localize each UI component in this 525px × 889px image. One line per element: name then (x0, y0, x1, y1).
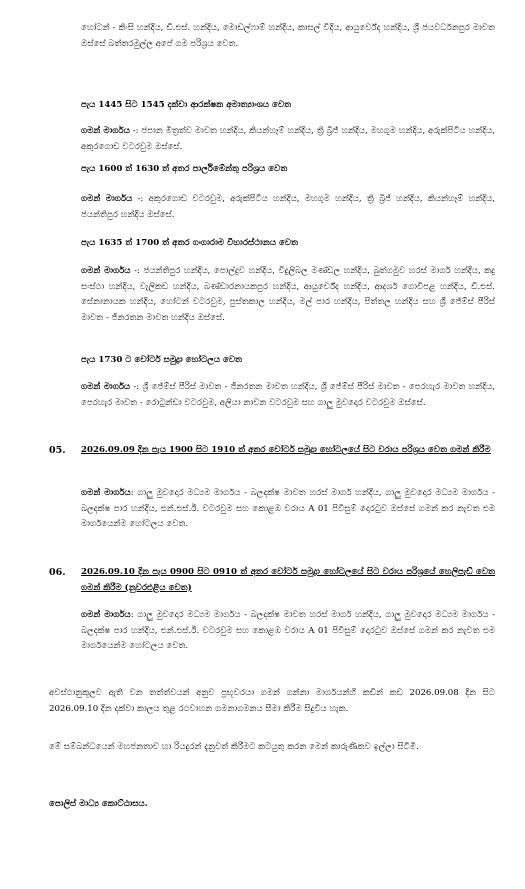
section-heading-2: පැය 1600 ත් 1630 ත් අතර පාර්ලිමේන්තු පරිශ්‍රය වෙත (81, 164, 288, 174)
route-label: ගමන් මාර්ගය (81, 382, 131, 392)
closing-paragraph-2: මේ සම්බන්ධයෙන් මහජනතාව හා රියදුරන් දැනුවත් කිරීමට කටයුතු කරන මෙන් කාරුණිකව ඉල්ලා සිටිමි. (49, 742, 419, 752)
item-number-05: 05. (49, 445, 66, 456)
item-route-06 (81, 608, 495, 655)
route-text: -: ශ්‍රී ජේම්ස් පීරිස් මාවත - ජිනරතන මාවත හන්දිය, ශ්‍රී ජේම්ස් පීරිස් මාවත - පෙරහැර මාවත හන්දිය, පෙරහැර මාවත - රොටුන්ඩා වටරවුම, අලියා නාවන වටරවුම සහ ගාලු මුවදොර වටරවුම ඔස්සේ. (81, 382, 495, 408)
item-heading-05: 2026.09.09 දින පැය 1900 සිට 1910 ත් අතර වෝටර් සමුද්‍රා හෝටලයේ සිට වරාය පරිශ්‍රය වෙත ගමන් කිරීම (81, 445, 491, 455)
item-number-06: 06. (49, 567, 66, 578)
signature: පොලිස් මාධ්‍ය කොට්ඨාසය. (49, 799, 148, 809)
route-label: ගමන් මාර්ගය (81, 266, 131, 276)
route-label: ගමන් මාර්ගය (81, 126, 130, 136)
section-heading-1: පැය 1445 සිට 1545 දක්වා ආරක්ෂක අමාත්‍යාංශය වෙත (81, 100, 292, 110)
route-paragraph-3 (81, 264, 495, 326)
route-paragraph-1 (81, 124, 495, 155)
route-label: ගමන් මාර්ගය (81, 488, 131, 498)
route-label: ගමන් මාර්ගය (81, 194, 133, 204)
item-route-05 (81, 486, 495, 533)
route-text: : ගාලු මුවදොර මධ්‍යම මාර්ගය - බලදක්ෂ මාවත හරස් මාර්ග හන්දිය, ගාලු මුවදොර මධ්‍යම මාර්ගය - බලදක්ෂ පාර හන්දිය, එන්.එස්.ඊ. වටරවුම සහ කොළඹ වරාය A 01 පිවිසුම් දොරටුව ඔස්සේ ගමන් කර නැවත එම මාර්ගයෙන්ම හෝටලය වෙත. (81, 488, 495, 529)
route-text: -: අකුරගොඩ වටරවුම, අරුක්පිටිය හන්දිය, මහගුම හන්දිය, ත්‍රි බ්‍රිජ් හන්දිය, කියන්හෑම් හන්දිය, ජයන්තිපුර හන්දිය ඔස්සේ. (81, 194, 495, 220)
section-heading-3: පැය 1635 ත් 1700 ත් අතර ගංගාරාම විහාරස්ථානය වෙත (81, 238, 299, 248)
route-paragraph-2 (81, 192, 495, 223)
route-paragraph-4 (81, 380, 495, 411)
item-heading-06: 2026.09.10 දින පැය 0900 සිට 0910 ත් අතර වෝටර් සමුද්‍රා හෝටලයේ සිට වරාය පරිශ්‍රයේ හෙලිපැඩ් වෙත ගමන් කිරීම (නුවරඑළිය වෙත) (81, 567, 495, 593)
route-text: -: ජයන්තිපුර හන්දිය, පොල්දුව හන්දිය, විදුලිබල මණ්ඩල හන්දිය, බුත්ගමුව හරස් මාර්ග හන්දිය, කදු සංස්ථා හන්දිය, වැලිකඩ හන්දිය, බණ්ඩාරනායකපුර හන්දිය, ආයුර්වේද හන්දිය, ආදර්ශ ගොවිපළ හන්දිය, ඩී.එස්. සේනානායක හන්දිය, හෝටන් වටරවුම, පුස්තකාල හන්දිය, මල් පාර හන්දිය, පිත්තල හන්දිය සහ ශ්‍රී ජේම්ස් පීරිස් මාවත - ජිනරතන මාවත හන්දිය ඔස්සේ. (81, 266, 495, 323)
closing-paragraph-1: අවස්ථානුකූලව ඇති වන තත්ත්වයන් අනුව ප්‍රභූවරයා ගමන් ගන්නා මාර්ගයන්හි කඩින් කඩ 2026.09.08 දින සිට 2026.09.10 දින දක්වා කාලය තුළ රථවාහන ගමනාගමනය සීමා කිරීම සිදුවිය හැක. (49, 688, 495, 714)
route-label: ගමන් මාර්ගය (81, 610, 131, 620)
intro-paragraph: හෝටන් - කිංසි හන්දිය, ඩී.එස්. හන්දිය, මොඩල්ෆාම් හන්දිය, කාසල් වීදිය, ආයුර්වේද හන්දිය, ශ්‍රී ජයවර්ධනපුර මාවත ඔස්සේ බත්තරමුල්ල අපේ ගම පරිශ්‍රය වෙත. (81, 23, 495, 49)
route-text: -: ජපාන මිත්‍රත්ව මාවත හන්දිය, කියන්හෑම් හන්දිය, ත්‍රි බ්‍රිජ් හන්දිය, මහගුම හන්දිය, අරුක්පිටිය හන්දිය, අකුරගොඩ වටරවුම ඔස්සේ. (81, 126, 495, 152)
route-text: : ගාලු මුවදොර මධ්‍යම මාර්ගය - බලදක්ෂ මාවත හරස් මාර්ග හන්දිය, ගාලු මුවදොර මධ්‍යම මාර්ගය - බලදක්ෂ පාර හන්දිය, එන්.එස්.ඊ. වටරවුම සහ කොළඹ වරාය A 01 පිවිසුම් දොරටුව ඔස්සේ ගමන් කර නැවත එම මාර්ගයෙන්ම හෝටලය වෙත. (81, 610, 495, 651)
section-heading-4: පැය 1730 ට වෝටර් සමුද්‍රා හෝටලය වෙත (81, 355, 243, 365)
